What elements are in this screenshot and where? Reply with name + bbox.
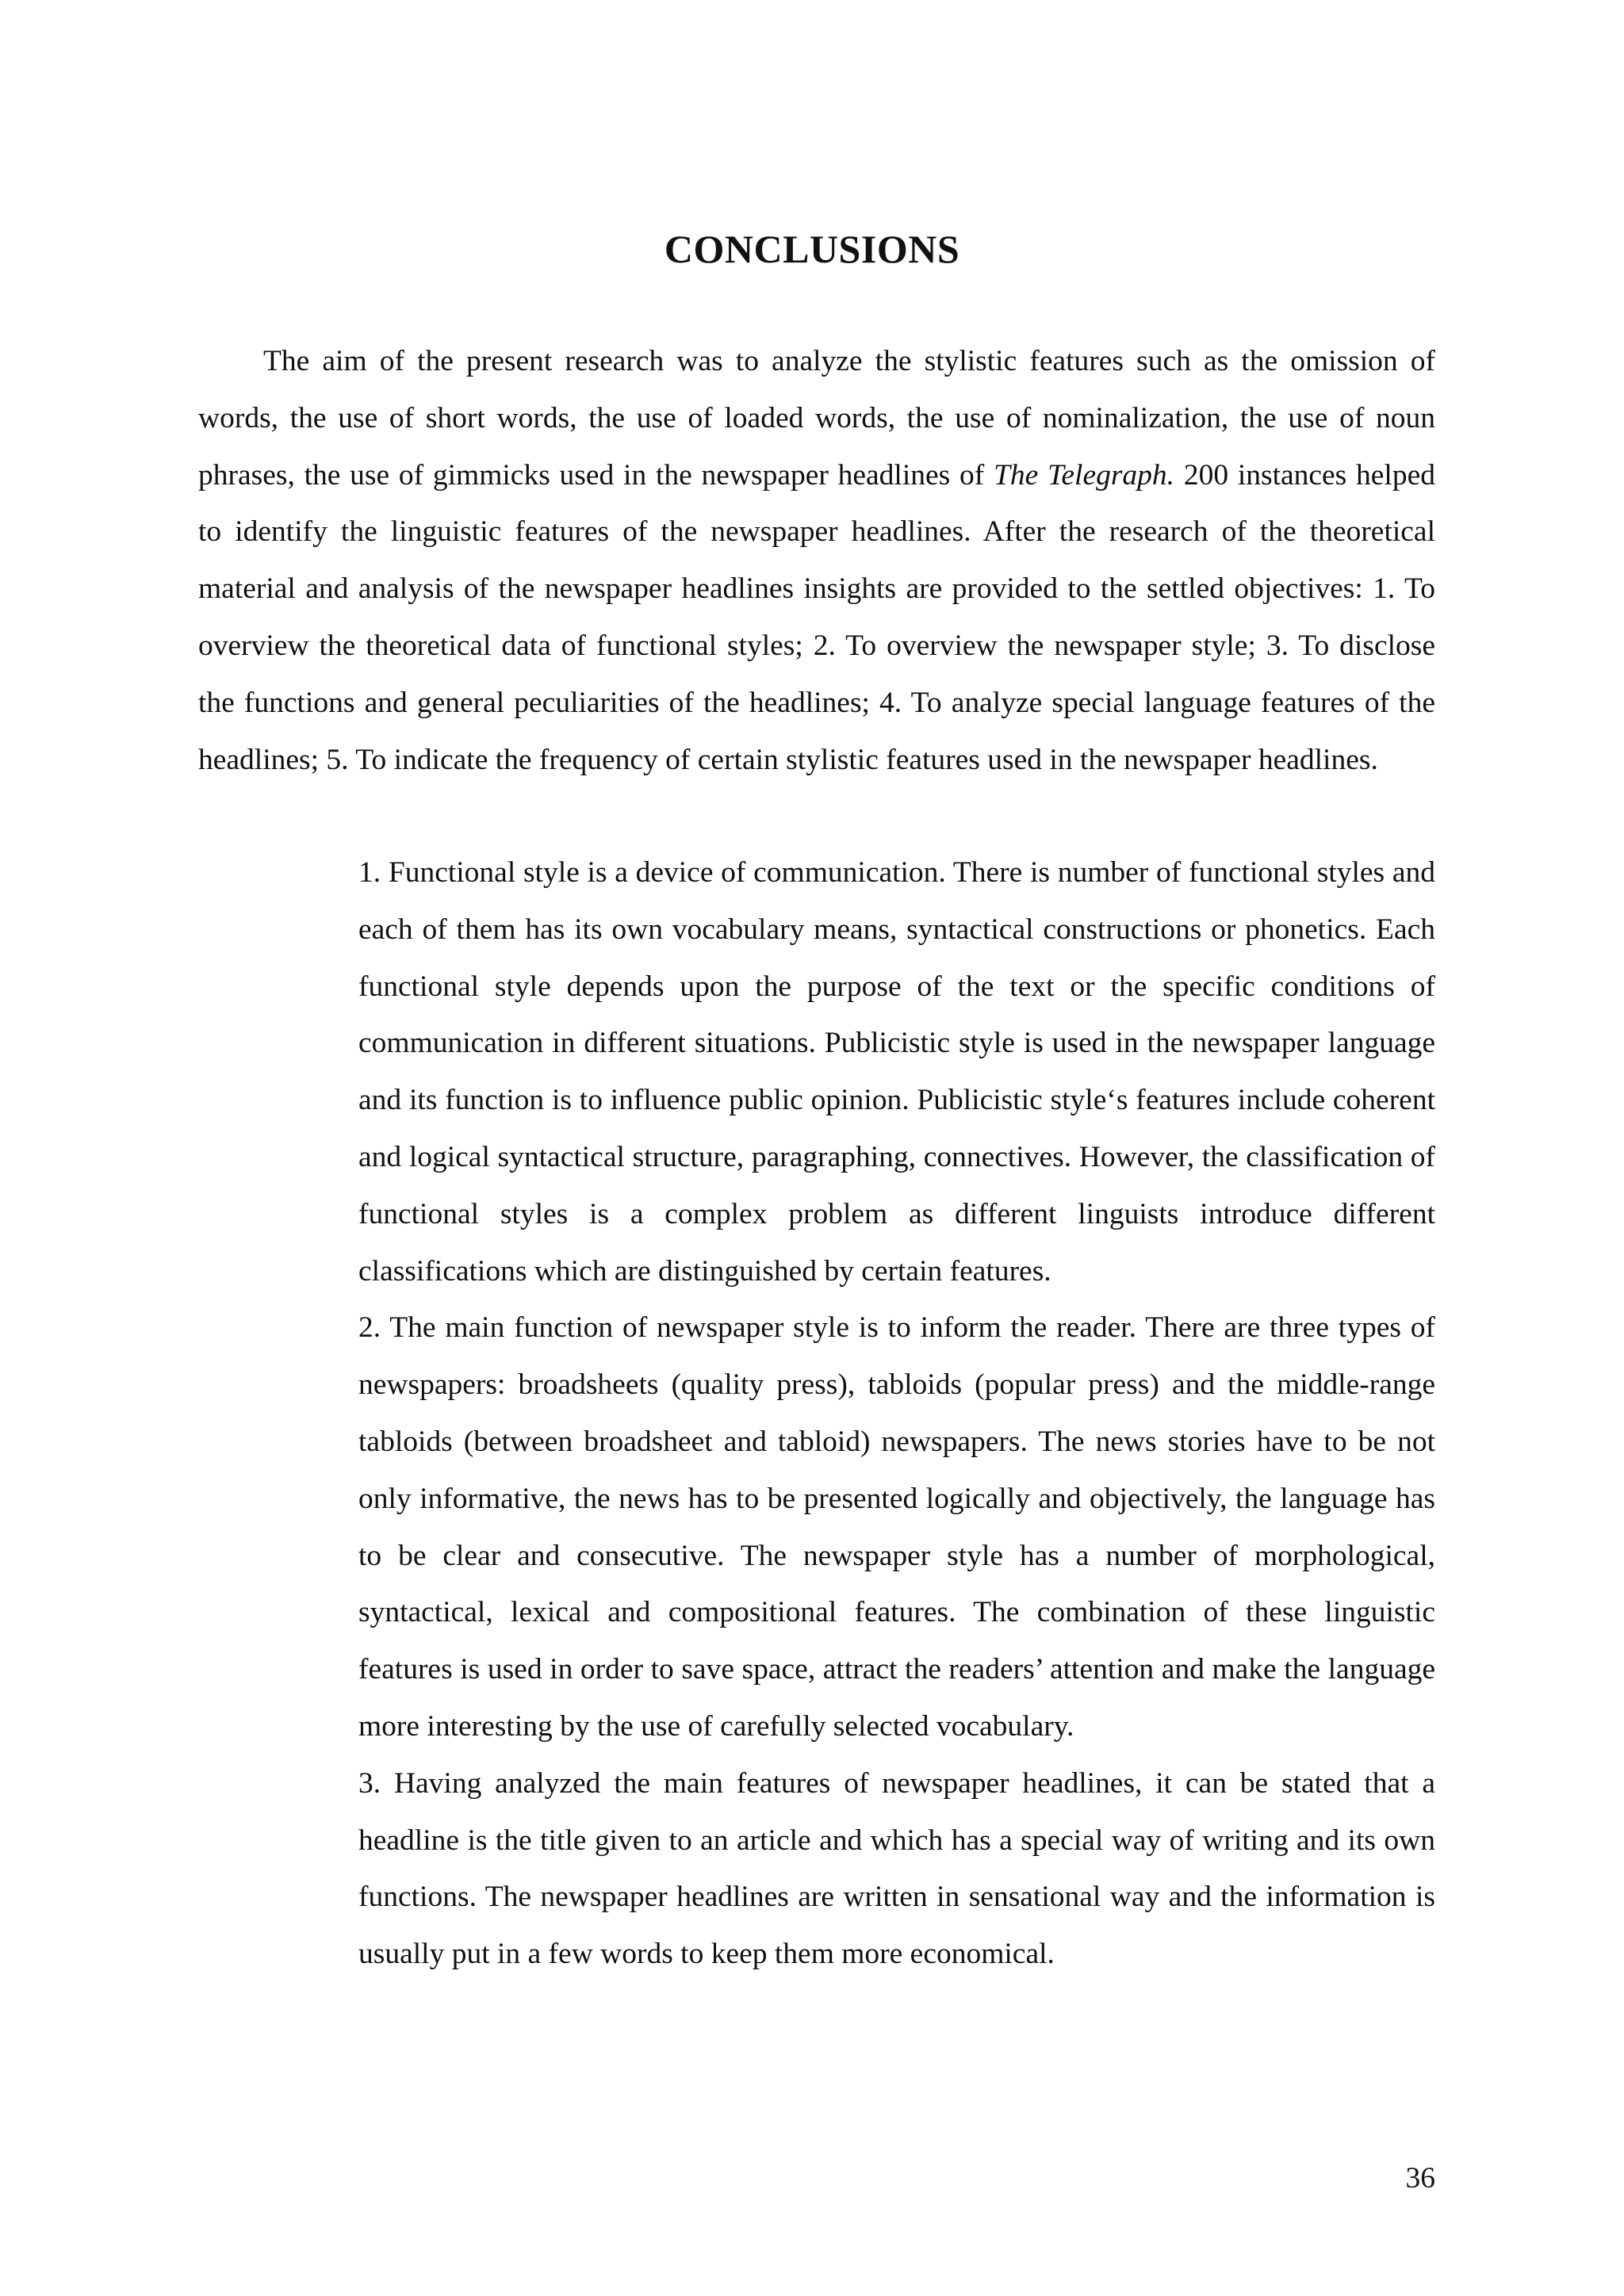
conclusion-list [358, 844, 1435, 1983]
page-number: 36 [1405, 2162, 1435, 2195]
conclusion-item-3: 3. Having analyzed the main features of newspaper headlines, it can be stated that a headline is the title given to an article and which has a special way of writing and its own functions. The newspaper headlines are written in sensational way and the information is usually put in a few words to keep them more economical. [358, 1766, 1435, 1971]
newspaper-name: The Telegraph. [993, 458, 1175, 492]
conclusion-item-1: 1. Functional style is a device of communication. There is number of functional styles and each of them has its own vocabulary means, syntactical constructions or phonetics. Each functional style depends upon the purpose of the text or the specific conditions of communication in different situations. Publicistic style is used in the newspaper language and its function is to influence public opinion. Publicistic style‘s features include coherent and logical syntactical structure, paragraphing, connectives. However, the classification of functional styles is a complex problem as different linguists introduce different classifications which are distinguished by certain features. [358, 856, 1435, 1288]
intro-text-end: 200 instances helped to identify the linguistic features of the newspaper headlines. After the research of the theoretical material and analysis of the newspaper headlines insights are provided to the settled objectives: 1. To overview the theoretical data of functional styles; 2. To overview the newspaper style; 3. To disclose the functions and general peculiarities of the headlines; 4. To analyze special language features of the headlines; 5. To indicate the frequency of certain stylistic features used in the newspaper headlines. [198, 458, 1435, 776]
conclusion-item-2: 2. The main function of newspaper style is to inform the reader. There are three types of newspapers: broadsheets (quality press), tabloids (popular press) and the middle-range tabloids (between broadsheet and tabloid) newspapers. The news stories have to be not only informative, the news has to be presented logically and objectively, the language has to be clear and consecutive. The newspaper style has a number of morphological, syntactical, lexical and compositional features. The combination of these linguistic features is used in order to save space, attract the readers’ attention and make the language more interesting by the use of carefully selected vocabulary. [358, 1311, 1435, 1743]
page-title: CONCLUSIONS [664, 226, 960, 271]
intro-text-start: The aim of the present research was to analyze the stylistic features such as the omission of words, the use of short words, the use of loaded words, the use of nominalization, the use of noun phrases, the use of gimmicks used in the newspaper headlines of [198, 345, 1435, 492]
intro-paragraph [198, 333, 1435, 788]
